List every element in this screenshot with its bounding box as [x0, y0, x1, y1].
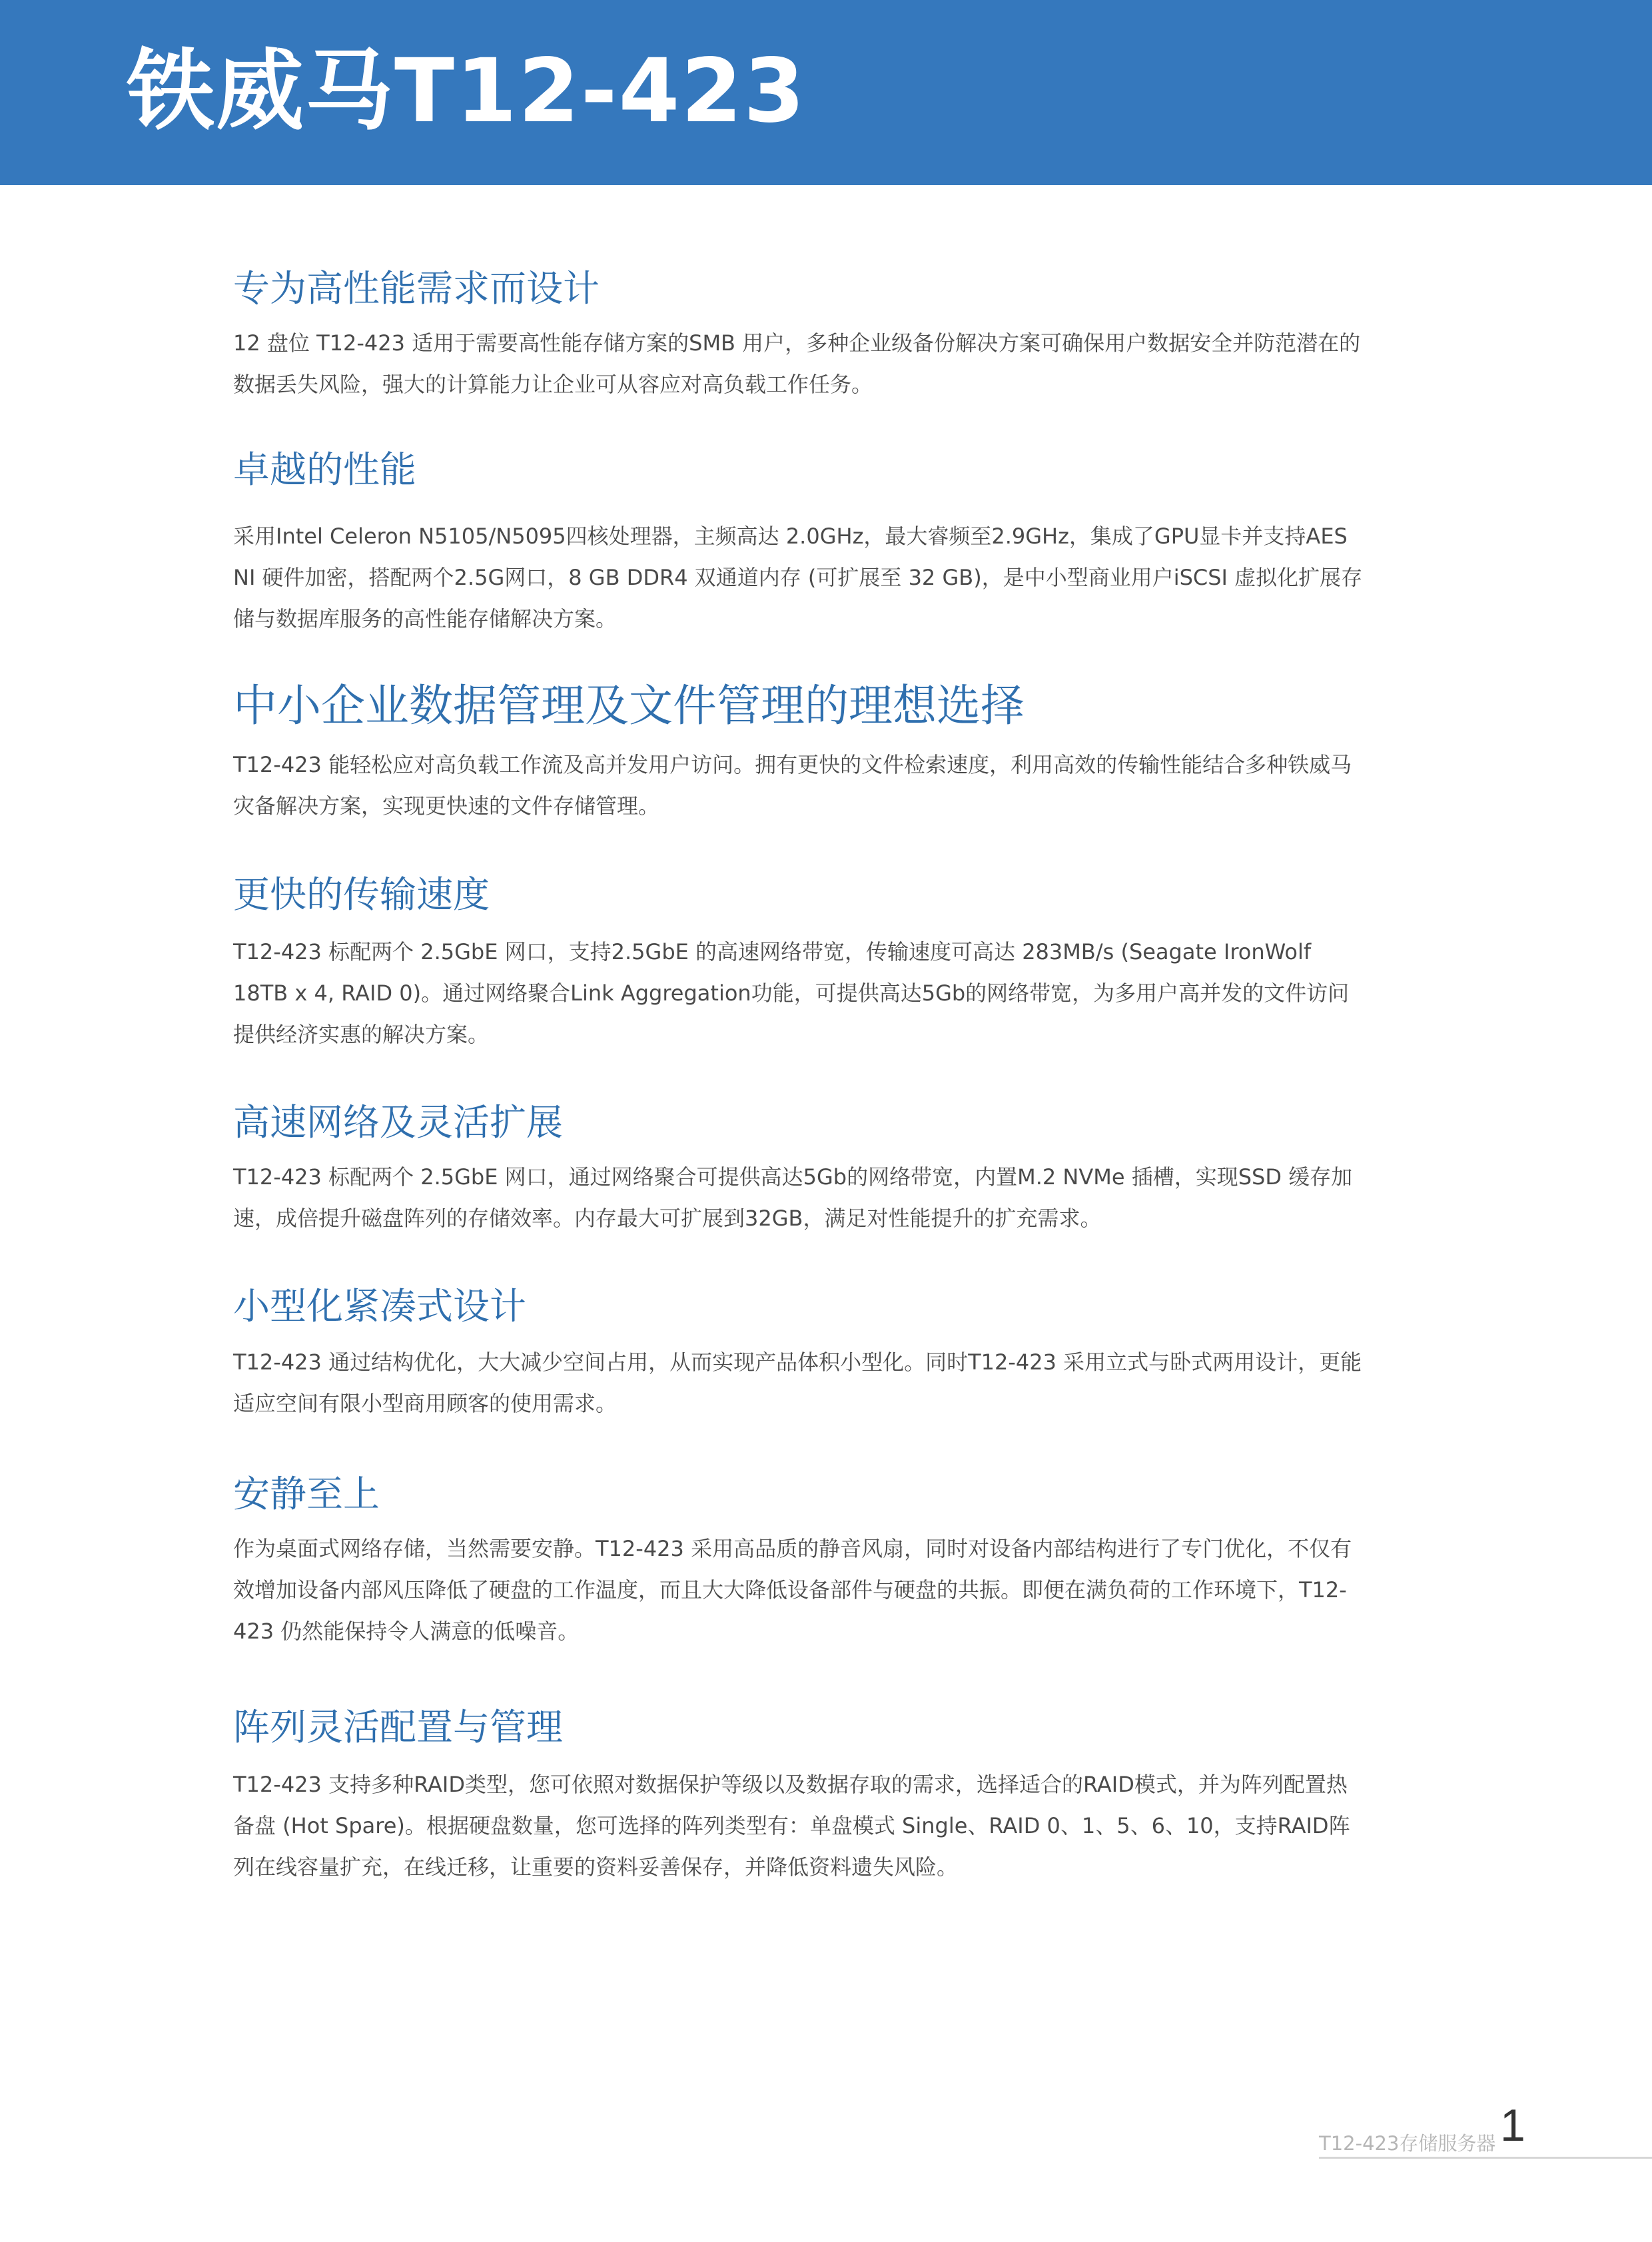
section-heading: 卓越的性能 [233, 448, 417, 491]
section-faster-transfer [233, 873, 1366, 1055]
section-heading: 安静至上 [233, 1473, 380, 1515]
footer-divider [1319, 2157, 1652, 2159]
section-heading: 中小企业数据管理及文件管理的理想选择 [233, 680, 1025, 731]
section-heading: 更快的传输速度 [233, 873, 490, 916]
section-compact-design [233, 1284, 1366, 1424]
section-ideal-choice [233, 679, 1366, 827]
section-heading: 专为高性能需求而设计 [233, 267, 600, 310]
section-body: T12-423 通过结构优化，大大减少空间占用，从而实现产品体积小型化。同时T12-423 采用立式与卧式两用设计，更能适应空间有限小型商用顾客的使用需求。 [233, 1349, 1362, 1416]
section-body: T12-423 能轻松应对高负载工作流及高并发用户访问。拥有更快的文件检索速度，利用高效的传输性能结合多种铁威马灾备解决方案，实现更快速的文件存储管理。 [233, 752, 1352, 819]
section-heading: 阵列灵活配置与管理 [233, 1706, 564, 1748]
page-footer [1319, 2100, 1652, 2155]
section-quiet [233, 1472, 1366, 1652]
section-body: 12 盘位 T12-423 适用于需要高性能存储方案的SMB 用户，多种企业级备份解决方案可确保用户数据安全并防范潜在的数据丢失风险，强大的计算能力让企业可从容应对高负载工作任务。 [233, 330, 1361, 397]
header-band [0, 0, 1652, 185]
section-body: T12-423 标配两个 2.5GbE 网口，支持2.5GbE 的高速网络带宽，传输速度可高达 283MB/s (Seagate IronWolf 18TB x 4, RAID 0)。通过网络聚合Link Aggregation功能，可提供高达5Gb的网络带宽，为多用户高并发的文件访问提供经济实惠的解决方案。 [233, 939, 1350, 1047]
section-body: T12-423 标配两个 2.5GbE 网口，通过网络聚合可提供高达5Gb的网络带宽，内置M.2 NVMe 插槽，实现SSD 缓存加速，成倍提升磁盘阵列的存储效率。内存最大可扩展到32GB，满足对性能提升的扩充需求。 [233, 1164, 1353, 1231]
section-heading: 小型化紧凑式设计 [233, 1285, 527, 1327]
section-high-speed-network [233, 1100, 1366, 1239]
section-excellent-performance [233, 448, 1366, 639]
section-body: 作为桌面式网络存储，当然需要安静。T12-423 采用高品质的静音风扇，同时对设备内部结构进行了专门优化，不仅有效增加设备内部风压降低了硬盘的工作温度，而且大大降低设备部件与硬盘的共振。即便在满负荷的工作环境下，T12-423 仍然能保持令人满意的低噪音。 [233, 1536, 1352, 1644]
section-high-performance-design [233, 266, 1366, 405]
section-raid-config [233, 1705, 1366, 1888]
document-title: 铁威马T12-423 [127, 40, 807, 143]
page-number: 1 [1500, 2100, 1525, 2151]
section-heading: 高速网络及灵活扩展 [233, 1101, 564, 1144]
footer-label: T12-423存储服务器 [1319, 2132, 1496, 2155]
section-body: T12-423 支持多种RAID类型，您可依照对数据保护等级以及数据存取的需求，选择适合的RAID模式，并为阵列配置热备盘 (Hot Spare)。根据硬盘数量，您可选择的阵列类型有：单盘模式 Single、RAID 0、1、5、6、10，支持RAID阵列在线容量扩充，在线迁移，让重要的资料妥善保存，并降低资料遗失风险。 [233, 1772, 1350, 1880]
section-body: 采用Intel Celeron N5105/N5095四核处理器，主频高达 2.0GHz，最大睿频至2.9GHz，集成了GPU显卡并支持AES NI 硬件加密，搭配两个2.5G网口，8 GB DDR4 双通道内存 (可扩展至 32 GB)，是中小型商业用户iSCSI 虚拟化扩展存储与数据库服务的高性能存储解决方案。 [233, 524, 1363, 631]
